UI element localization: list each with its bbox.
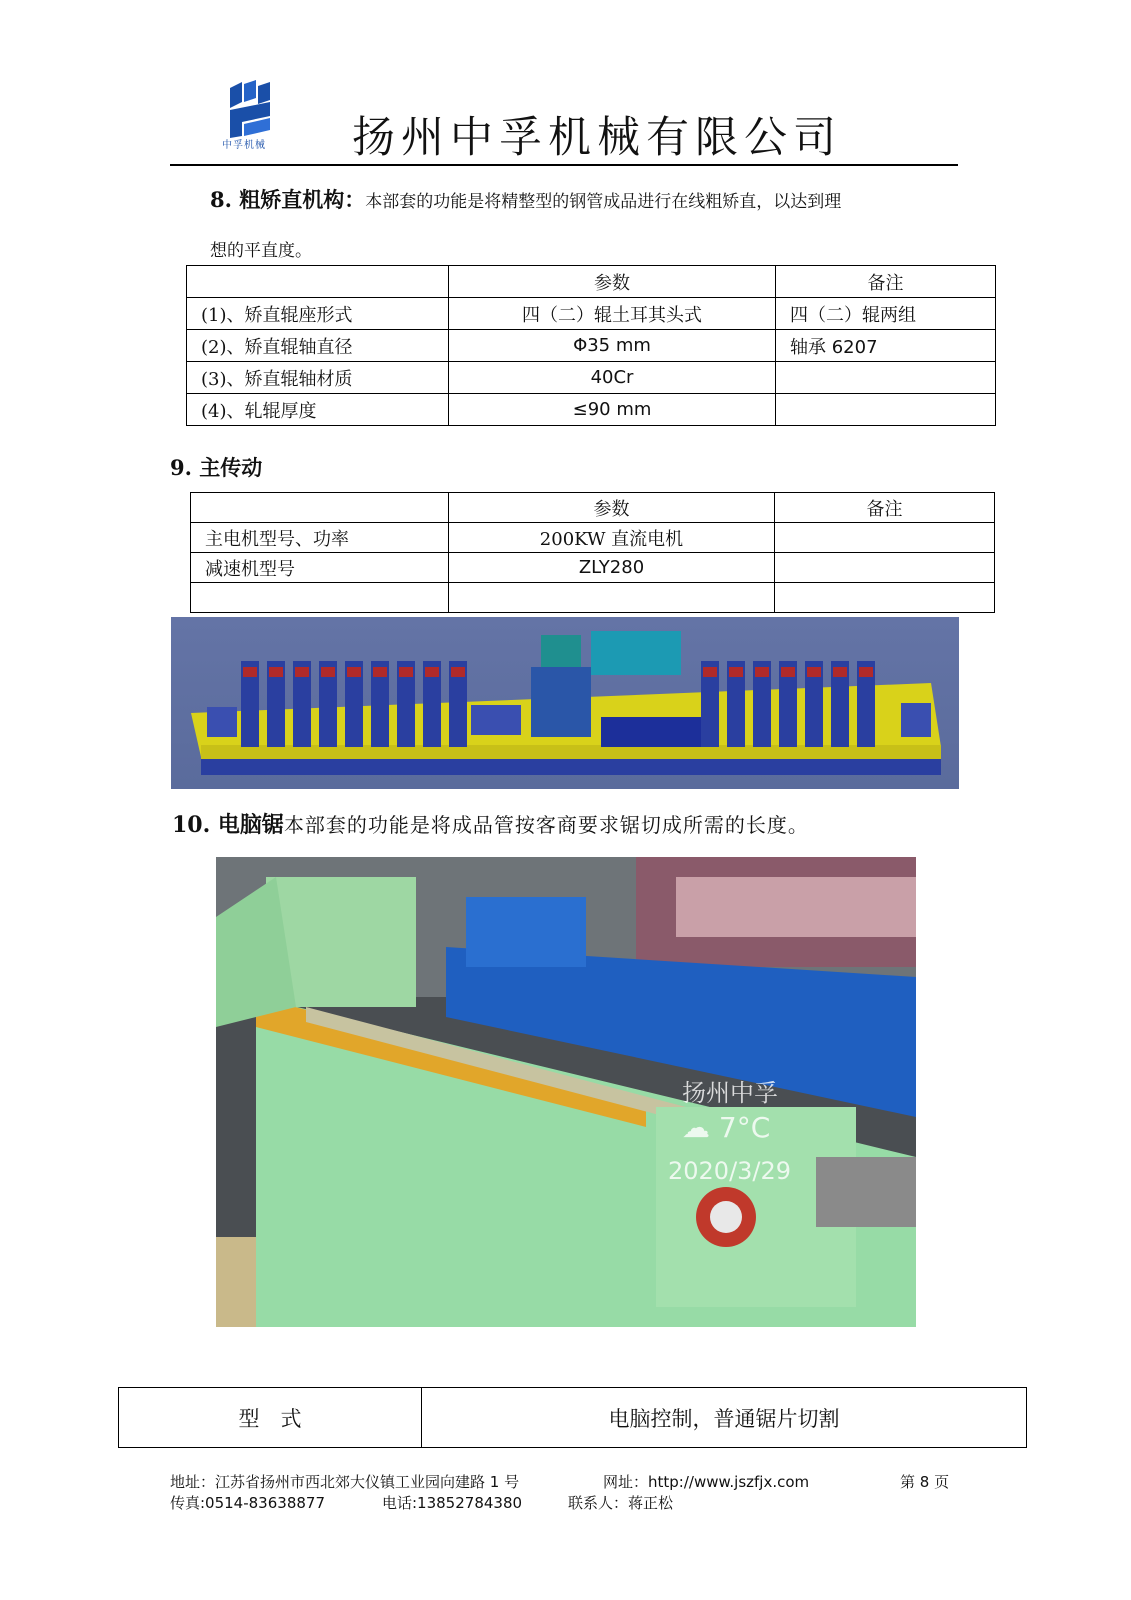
footer-website[interactable]: 网址：http://www.jszfjx.com bbox=[603, 1473, 810, 1491]
section-8-heading bbox=[210, 184, 970, 214]
table-cell bbox=[191, 493, 449, 523]
table-cell: 减速机型号 bbox=[191, 553, 449, 583]
table-row bbox=[191, 583, 995, 613]
table-cell: (2)、矫直辊轴直径 bbox=[187, 330, 449, 362]
table-row bbox=[187, 298, 996, 330]
table-cell: 四（二）辊土耳其头式 bbox=[449, 298, 776, 330]
table-cell bbox=[776, 394, 996, 426]
watermark-date: 2020/3/29 bbox=[668, 1157, 792, 1185]
table-cell: ZLY280 bbox=[449, 553, 775, 583]
table-cell: 四（二）辊两组 bbox=[776, 298, 996, 330]
table-header-row bbox=[191, 493, 995, 523]
table-cell: Φ35 mm bbox=[449, 330, 776, 362]
table-row bbox=[191, 553, 995, 583]
table-cell bbox=[775, 583, 995, 613]
table-row bbox=[119, 1388, 1027, 1448]
table-cell bbox=[775, 553, 995, 583]
table-cell bbox=[449, 583, 775, 613]
table-cell bbox=[191, 583, 449, 613]
section-8-title: 8. 粗矫直机构： bbox=[210, 187, 366, 212]
table-cell bbox=[775, 523, 995, 553]
footer-fax: 传真:0514-83638877 bbox=[170, 1494, 325, 1512]
table-row bbox=[187, 394, 996, 426]
straightener-spec-table bbox=[186, 265, 996, 426]
footer-contact: 联系人：蒋正松 bbox=[568, 1494, 674, 1512]
section-9-title: 9. 主传动 bbox=[170, 455, 263, 480]
cloud-icon: ☁ bbox=[682, 1111, 710, 1144]
table-cell: 型 式 bbox=[119, 1388, 422, 1448]
table-cell: 主电机型号、功率 bbox=[191, 523, 449, 553]
table-header-params: 参数 bbox=[449, 266, 776, 298]
table-header-row bbox=[187, 266, 996, 298]
table-cell: (4)、轧辊厚度 bbox=[187, 394, 449, 426]
table-cell: (1)、矫直辊座形式 bbox=[187, 298, 449, 330]
table-cell bbox=[187, 266, 449, 298]
section-9-heading bbox=[170, 452, 262, 482]
logo-text: 中孚机械 bbox=[222, 140, 266, 151]
saw-type-table bbox=[118, 1387, 1027, 1448]
table-cell: (3)、矫直辊轴材质 bbox=[187, 362, 449, 394]
section-10-heading bbox=[172, 808, 809, 839]
watermark-temperature: 7°C bbox=[718, 1111, 771, 1144]
table-header-params: 参数 bbox=[449, 493, 775, 523]
table-cell: 40Cr bbox=[449, 362, 776, 394]
table-cell: 电脑控制，普通锯片切割 bbox=[422, 1388, 1027, 1448]
footer-address: 地址：江苏省扬州市西北郊大仪镇工业园向建路 1 号 bbox=[170, 1473, 520, 1491]
mill-line-cad-image bbox=[171, 617, 959, 789]
table-row bbox=[187, 362, 996, 394]
table-row bbox=[191, 523, 995, 553]
table-header-notes: 备注 bbox=[775, 493, 995, 523]
company-name: 扬州中孚机械有限公司 bbox=[352, 113, 842, 163]
table-cell: 200KW 直流电机 bbox=[449, 523, 775, 553]
footer-phone: 电话:13852784380 bbox=[382, 1494, 523, 1512]
watermark-place: 扬州中孚 bbox=[682, 1079, 778, 1107]
table-header-notes: 备注 bbox=[776, 266, 996, 298]
page-number: 第 8 页 bbox=[900, 1473, 950, 1491]
table-cell: 轴承 6207 bbox=[776, 330, 996, 362]
table-cell: ≤90 mm bbox=[449, 394, 776, 426]
main-drive-spec-table bbox=[190, 492, 995, 613]
table-cell bbox=[776, 362, 996, 394]
section-8-description: 本部套的功能是将精整型的钢管成品进行在线粗矫直，以达到理 bbox=[365, 192, 842, 212]
table-row bbox=[187, 330, 996, 362]
section-10-description: 本部套的功能是将成品管按客商要求锯切成所需的长度。 bbox=[283, 813, 809, 837]
section-10-title: 10. 电脑锯 bbox=[172, 812, 284, 838]
header-divider bbox=[170, 164, 958, 166]
watermark-weather bbox=[682, 1111, 770, 1144]
cutoff-saw-photo bbox=[216, 857, 916, 1327]
section-8-description-cont: 想的平直度。 bbox=[210, 241, 312, 261]
